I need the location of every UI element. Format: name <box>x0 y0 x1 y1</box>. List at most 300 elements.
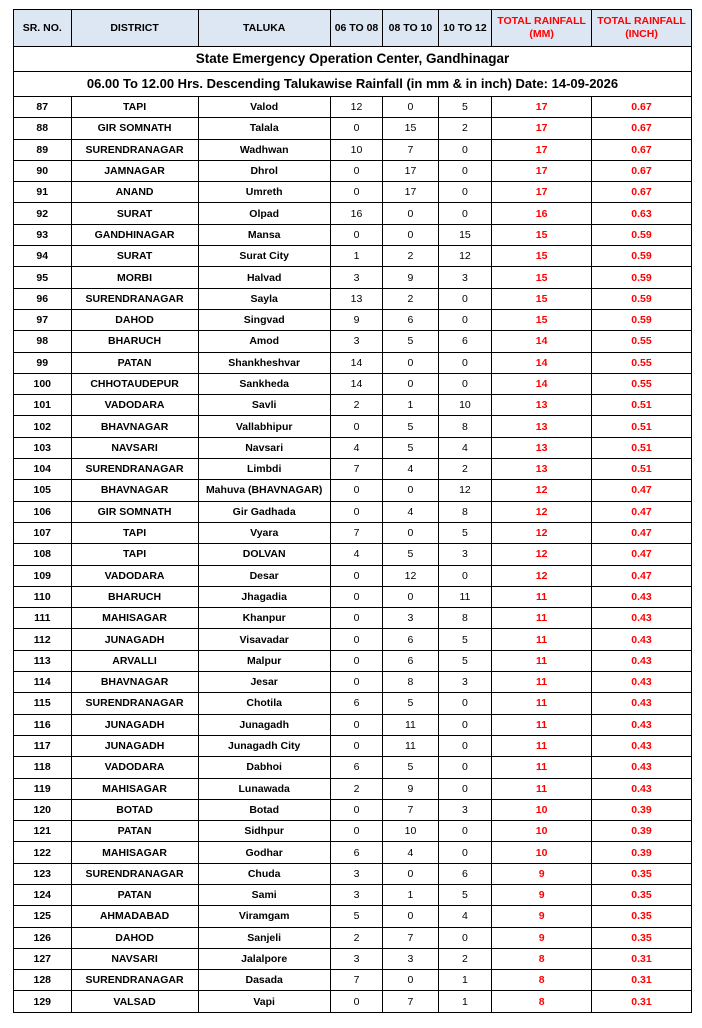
rain-10-12-cell: 0 <box>438 735 491 756</box>
header-sr-no: SR. NO. <box>14 10 72 47</box>
sr-no-cell: 125 <box>14 906 72 927</box>
rain-08-10-cell: 11 <box>383 714 438 735</box>
taluka-cell: Limbdi <box>198 459 330 480</box>
total-inch-cell: 0.39 <box>592 842 692 863</box>
total-mm-cell: 11 <box>492 778 592 799</box>
rain-10-12-cell: 0 <box>438 203 491 224</box>
rain-10-12-cell: 6 <box>438 331 491 352</box>
sr-no-cell: 120 <box>14 799 72 820</box>
rain-08-10-cell: 0 <box>383 352 438 373</box>
total-mm-cell: 9 <box>492 906 592 927</box>
rain-08-10-cell: 9 <box>383 778 438 799</box>
table-body <box>14 97 692 1013</box>
total-inch-cell: 0.67 <box>592 160 692 181</box>
rain-10-12-cell: 2 <box>438 459 491 480</box>
taluka-cell: Talala <box>198 118 330 139</box>
sr-no-cell: 88 <box>14 118 72 139</box>
rain-08-10-cell: 15 <box>383 118 438 139</box>
district-cell: JUNAGADH <box>71 714 198 735</box>
rain-06-08-cell: 0 <box>330 586 382 607</box>
taluka-cell: Sanjeli <box>198 927 330 948</box>
district-cell: PATAN <box>71 352 198 373</box>
total-mm-cell: 10 <box>492 821 592 842</box>
taluka-cell: Mansa <box>198 224 330 245</box>
sr-no-cell: 108 <box>14 544 72 565</box>
taluka-cell: Malpur <box>198 650 330 671</box>
rain-06-08-cell: 0 <box>330 650 382 671</box>
district-cell: GANDHINAGAR <box>71 224 198 245</box>
rain-08-10-cell: 5 <box>383 416 438 437</box>
sr-no-cell: 98 <box>14 331 72 352</box>
table-row <box>14 267 692 288</box>
district-cell: VADODARA <box>71 757 198 778</box>
rain-06-08-cell: 14 <box>330 373 382 394</box>
taluka-cell: Chotila <box>198 693 330 714</box>
rain-06-08-cell: 0 <box>330 182 382 203</box>
rain-10-12-cell: 11 <box>438 586 491 607</box>
rain-10-12-cell: 0 <box>438 778 491 799</box>
rain-08-10-cell: 9 <box>383 267 438 288</box>
total-mm-cell: 11 <box>492 608 592 629</box>
rain-06-08-cell: 16 <box>330 203 382 224</box>
total-mm-cell: 9 <box>492 884 592 905</box>
total-inch-cell: 0.55 <box>592 373 692 394</box>
sr-no-cell: 95 <box>14 267 72 288</box>
table-row <box>14 182 692 203</box>
district-cell: VADODARA <box>71 395 198 416</box>
table-row <box>14 629 692 650</box>
rain-10-12-cell: 8 <box>438 501 491 522</box>
district-cell: CHHOTAUDEPUR <box>71 373 198 394</box>
sr-no-cell: 124 <box>14 884 72 905</box>
taluka-cell: Botad <box>198 799 330 820</box>
rain-10-12-cell: 2 <box>438 118 491 139</box>
rain-08-10-cell: 12 <box>383 565 438 586</box>
sr-no-cell: 90 <box>14 160 72 181</box>
total-inch-cell: 0.47 <box>592 565 692 586</box>
total-mm-cell: 10 <box>492 842 592 863</box>
table-row <box>14 416 692 437</box>
taluka-cell: Desar <box>198 565 330 586</box>
table-row <box>14 331 692 352</box>
total-inch-cell: 0.59 <box>592 309 692 330</box>
report-title: State Emergency Operation Center, Gandhinagar <box>14 47 692 72</box>
rain-08-10-cell: 0 <box>383 480 438 501</box>
district-cell: BHARUCH <box>71 331 198 352</box>
rain-06-08-cell: 0 <box>330 821 382 842</box>
sr-no-cell: 128 <box>14 970 72 991</box>
table-row <box>14 757 692 778</box>
district-cell: DAHOD <box>71 927 198 948</box>
table-row <box>14 608 692 629</box>
total-inch-cell: 0.43 <box>592 629 692 650</box>
rain-08-10-cell: 2 <box>383 246 438 267</box>
total-inch-cell: 0.43 <box>592 608 692 629</box>
rain-06-08-cell: 6 <box>330 693 382 714</box>
table-row <box>14 693 692 714</box>
total-mm-cell: 17 <box>492 97 592 118</box>
rain-08-10-cell: 0 <box>383 224 438 245</box>
header-row <box>14 10 692 47</box>
taluka-cell: Dabhoi <box>198 757 330 778</box>
rain-06-08-cell: 4 <box>330 437 382 458</box>
rain-10-12-cell: 5 <box>438 884 491 905</box>
sr-no-cell: 127 <box>14 948 72 969</box>
total-mm-cell: 17 <box>492 182 592 203</box>
sr-no-cell: 94 <box>14 246 72 267</box>
taluka-cell: Sami <box>198 884 330 905</box>
district-cell: VADODARA <box>71 565 198 586</box>
rain-06-08-cell: 14 <box>330 352 382 373</box>
rain-06-08-cell: 13 <box>330 288 382 309</box>
total-mm-cell: 8 <box>492 991 592 1012</box>
rain-10-12-cell: 0 <box>438 352 491 373</box>
sr-no-cell: 99 <box>14 352 72 373</box>
taluka-cell: Sayla <box>198 288 330 309</box>
rain-10-12-cell: 10 <box>438 395 491 416</box>
sr-no-cell: 104 <box>14 459 72 480</box>
sr-no-cell: 87 <box>14 97 72 118</box>
district-cell: VALSAD <box>71 991 198 1012</box>
total-mm-cell: 12 <box>492 565 592 586</box>
sr-no-cell: 126 <box>14 927 72 948</box>
taluka-cell: Sidhpur <box>198 821 330 842</box>
rain-10-12-cell: 0 <box>438 842 491 863</box>
district-cell: SURENDRANAGAR <box>71 863 198 884</box>
taluka-cell: Khanpur <box>198 608 330 629</box>
rain-06-08-cell: 0 <box>330 714 382 735</box>
district-cell: SURENDRANAGAR <box>71 288 198 309</box>
rain-10-12-cell: 12 <box>438 480 491 501</box>
total-inch-cell: 0.47 <box>592 522 692 543</box>
rain-08-10-cell: 0 <box>383 586 438 607</box>
total-mm-cell: 13 <box>492 395 592 416</box>
total-inch-cell: 0.43 <box>592 586 692 607</box>
rain-08-10-cell: 17 <box>383 182 438 203</box>
rain-08-10-cell: 0 <box>383 522 438 543</box>
total-inch-cell: 0.35 <box>592 863 692 884</box>
rain-06-08-cell: 5 <box>330 906 382 927</box>
total-mm-cell: 8 <box>492 948 592 969</box>
taluka-cell: Singvad <box>198 309 330 330</box>
total-inch-cell: 0.51 <box>592 437 692 458</box>
rain-10-12-cell: 12 <box>438 246 491 267</box>
district-cell: BOTAD <box>71 799 198 820</box>
total-inch-cell: 0.47 <box>592 544 692 565</box>
rain-10-12-cell: 0 <box>438 309 491 330</box>
table-row <box>14 842 692 863</box>
sr-no-cell: 91 <box>14 182 72 203</box>
rain-06-08-cell: 2 <box>330 395 382 416</box>
sr-no-cell: 97 <box>14 309 72 330</box>
total-mm-cell: 14 <box>492 331 592 352</box>
rain-06-08-cell: 2 <box>330 927 382 948</box>
sr-no-cell: 102 <box>14 416 72 437</box>
rain-06-08-cell: 0 <box>330 608 382 629</box>
table-row <box>14 778 692 799</box>
table-row <box>14 352 692 373</box>
district-cell: BHAVNAGAR <box>71 672 198 693</box>
rain-08-10-cell: 1 <box>383 884 438 905</box>
table-row <box>14 586 692 607</box>
rain-08-10-cell: 2 <box>383 288 438 309</box>
rain-08-10-cell: 7 <box>383 991 438 1012</box>
total-mm-cell: 11 <box>492 757 592 778</box>
district-cell: AHMADABAD <box>71 906 198 927</box>
sr-no-cell: 112 <box>14 629 72 650</box>
rain-10-12-cell: 0 <box>438 565 491 586</box>
rain-08-10-cell: 0 <box>383 970 438 991</box>
total-mm-cell: 13 <box>492 416 592 437</box>
total-mm-cell: 16 <box>492 203 592 224</box>
total-mm-cell: 14 <box>492 352 592 373</box>
total-mm-cell: 15 <box>492 309 592 330</box>
sr-no-cell: 121 <box>14 821 72 842</box>
rain-06-08-cell: 0 <box>330 118 382 139</box>
total-mm-cell: 15 <box>492 224 592 245</box>
district-cell: TAPI <box>71 97 198 118</box>
taluka-cell: Junagadh <box>198 714 330 735</box>
district-cell: JUNAGADH <box>71 629 198 650</box>
table-row <box>14 522 692 543</box>
header-10-to-12: 10 TO 12 <box>438 10 491 47</box>
total-inch-cell: 0.59 <box>592 267 692 288</box>
taluka-cell: Vyara <box>198 522 330 543</box>
table-row <box>14 565 692 586</box>
total-mm-cell: 15 <box>492 246 592 267</box>
total-inch-cell: 0.43 <box>592 650 692 671</box>
rain-10-12-cell: 0 <box>438 160 491 181</box>
taluka-cell: Vallabhipur <box>198 416 330 437</box>
rain-10-12-cell: 5 <box>438 629 491 650</box>
rain-06-08-cell: 0 <box>330 991 382 1012</box>
rainfall-report <box>13 9 692 1013</box>
sr-no-cell: 100 <box>14 373 72 394</box>
total-mm-cell: 12 <box>492 501 592 522</box>
total-mm-cell: 12 <box>492 480 592 501</box>
total-inch-cell: 0.47 <box>592 480 692 501</box>
total-mm-cell: 17 <box>492 160 592 181</box>
rain-06-08-cell: 7 <box>330 970 382 991</box>
taluka-cell: Visavadar <box>198 629 330 650</box>
rain-10-12-cell: 8 <box>438 608 491 629</box>
rain-08-10-cell: 6 <box>383 629 438 650</box>
total-inch-cell: 0.55 <box>592 331 692 352</box>
district-cell: DAHOD <box>71 309 198 330</box>
table-row <box>14 160 692 181</box>
rain-08-10-cell: 4 <box>383 842 438 863</box>
table-row <box>14 821 692 842</box>
header-08-to-10: 08 TO 10 <box>383 10 438 47</box>
rain-08-10-cell: 0 <box>383 97 438 118</box>
total-inch-cell: 0.43 <box>592 672 692 693</box>
rain-06-08-cell: 12 <box>330 97 382 118</box>
rainfall-table <box>13 9 692 1013</box>
rain-10-12-cell: 5 <box>438 650 491 671</box>
header-06-to-08: 06 TO 08 <box>330 10 382 47</box>
rain-10-12-cell: 3 <box>438 799 491 820</box>
total-mm-cell: 15 <box>492 267 592 288</box>
sr-no-cell: 115 <box>14 693 72 714</box>
rain-10-12-cell: 15 <box>438 224 491 245</box>
sr-no-cell: 123 <box>14 863 72 884</box>
rain-08-10-cell: 7 <box>383 139 438 160</box>
taluka-cell: Mahuva (BHAVNAGAR) <box>198 480 330 501</box>
sr-no-cell: 105 <box>14 480 72 501</box>
rain-06-08-cell: 0 <box>330 799 382 820</box>
taluka-cell: Vapi <box>198 991 330 1012</box>
sr-no-cell: 113 <box>14 650 72 671</box>
total-inch-cell: 0.35 <box>592 927 692 948</box>
rain-10-12-cell: 0 <box>438 714 491 735</box>
district-cell: TAPI <box>71 544 198 565</box>
rain-06-08-cell: 3 <box>330 331 382 352</box>
total-inch-cell: 0.67 <box>592 139 692 160</box>
total-inch-cell: 0.31 <box>592 970 692 991</box>
rain-08-10-cell: 0 <box>383 906 438 927</box>
table-row <box>14 459 692 480</box>
rain-10-12-cell: 0 <box>438 821 491 842</box>
total-mm-cell: 17 <box>492 139 592 160</box>
table-row <box>14 799 692 820</box>
total-mm-cell: 11 <box>492 714 592 735</box>
table-row <box>14 884 692 905</box>
rain-10-12-cell: 0 <box>438 927 491 948</box>
sr-no-cell: 116 <box>14 714 72 735</box>
rain-08-10-cell: 10 <box>383 821 438 842</box>
rain-10-12-cell: 1 <box>438 970 491 991</box>
district-cell: MORBI <box>71 267 198 288</box>
rain-06-08-cell: 0 <box>330 735 382 756</box>
rain-06-08-cell: 10 <box>330 139 382 160</box>
table-row <box>14 906 692 927</box>
table-row <box>14 203 692 224</box>
sr-no-cell: 111 <box>14 608 72 629</box>
taluka-cell: Navsari <box>198 437 330 458</box>
total-inch-cell: 0.35 <box>592 884 692 905</box>
sr-no-cell: 96 <box>14 288 72 309</box>
total-mm-cell: 8 <box>492 970 592 991</box>
rain-06-08-cell: 4 <box>330 544 382 565</box>
sr-no-cell: 107 <box>14 522 72 543</box>
district-cell: NAVSARI <box>71 948 198 969</box>
rain-06-08-cell: 2 <box>330 778 382 799</box>
table-row <box>14 118 692 139</box>
rain-10-12-cell: 4 <box>438 437 491 458</box>
table-row <box>14 309 692 330</box>
district-cell: MAHISAGAR <box>71 608 198 629</box>
rain-08-10-cell: 1 <box>383 395 438 416</box>
district-cell: JUNAGADH <box>71 735 198 756</box>
district-cell: SURENDRANAGAR <box>71 459 198 480</box>
district-cell: TAPI <box>71 522 198 543</box>
rain-10-12-cell: 0 <box>438 139 491 160</box>
rain-08-10-cell: 5 <box>383 693 438 714</box>
total-inch-cell: 0.31 <box>592 991 692 1012</box>
total-inch-cell: 0.67 <box>592 182 692 203</box>
rain-08-10-cell: 17 <box>383 160 438 181</box>
table-row <box>14 927 692 948</box>
sr-no-cell: 89 <box>14 139 72 160</box>
total-inch-cell: 0.59 <box>592 246 692 267</box>
table-row <box>14 544 692 565</box>
taluka-cell: Godhar <box>198 842 330 863</box>
district-cell: GIR SOMNATH <box>71 501 198 522</box>
taluka-cell: Junagadh City <box>198 735 330 756</box>
taluka-cell: Valod <box>198 97 330 118</box>
total-mm-cell: 13 <box>492 459 592 480</box>
total-inch-cell: 0.43 <box>592 778 692 799</box>
table-row <box>14 224 692 245</box>
sr-no-cell: 92 <box>14 203 72 224</box>
rain-10-12-cell: 3 <box>438 672 491 693</box>
total-inch-cell: 0.39 <box>592 799 692 820</box>
rain-08-10-cell: 6 <box>383 650 438 671</box>
rain-06-08-cell: 0 <box>330 565 382 586</box>
district-cell: SURENDRANAGAR <box>71 139 198 160</box>
table-row <box>14 970 692 991</box>
rain-10-12-cell: 5 <box>438 522 491 543</box>
district-cell: BHARUCH <box>71 586 198 607</box>
table-row <box>14 97 692 118</box>
table-row <box>14 501 692 522</box>
district-cell: BHAVNAGAR <box>71 480 198 501</box>
taluka-cell: Shankheshvar <box>198 352 330 373</box>
taluka-cell: Halvad <box>198 267 330 288</box>
rain-06-08-cell: 3 <box>330 948 382 969</box>
total-mm-cell: 11 <box>492 629 592 650</box>
district-cell: GIR SOMNATH <box>71 118 198 139</box>
rain-08-10-cell: 8 <box>383 672 438 693</box>
district-cell: MAHISAGAR <box>71 778 198 799</box>
rain-08-10-cell: 5 <box>383 437 438 458</box>
total-mm-cell: 12 <box>492 544 592 565</box>
rain-06-08-cell: 0 <box>330 501 382 522</box>
rain-06-08-cell: 0 <box>330 224 382 245</box>
total-inch-cell: 0.59 <box>592 288 692 309</box>
table-row <box>14 672 692 693</box>
taluka-cell: Sankheda <box>198 373 330 394</box>
district-cell: SURENDRANAGAR <box>71 970 198 991</box>
rain-06-08-cell: 0 <box>330 629 382 650</box>
rain-08-10-cell: 6 <box>383 309 438 330</box>
rain-08-10-cell: 7 <box>383 927 438 948</box>
rain-10-12-cell: 0 <box>438 373 491 394</box>
rain-10-12-cell: 2 <box>438 948 491 969</box>
rain-06-08-cell: 3 <box>330 863 382 884</box>
total-mm-cell: 15 <box>492 288 592 309</box>
taluka-cell: Lunawada <box>198 778 330 799</box>
rain-08-10-cell: 5 <box>383 757 438 778</box>
rain-08-10-cell: 0 <box>383 203 438 224</box>
rain-06-08-cell: 1 <box>330 246 382 267</box>
header-district: DISTRICT <box>71 10 198 47</box>
table-row <box>14 373 692 394</box>
rain-06-08-cell: 3 <box>330 884 382 905</box>
rain-08-10-cell: 3 <box>383 608 438 629</box>
taluka-cell: Surat City <box>198 246 330 267</box>
taluka-cell: Viramgam <box>198 906 330 927</box>
table-row <box>14 395 692 416</box>
table-row <box>14 480 692 501</box>
total-inch-cell: 0.39 <box>592 821 692 842</box>
total-mm-cell: 10 <box>492 799 592 820</box>
header-total-inch: TOTAL RAINFALL (INCH) <box>592 10 692 47</box>
rain-06-08-cell: 0 <box>330 480 382 501</box>
table-row <box>14 948 692 969</box>
rain-06-08-cell: 7 <box>330 522 382 543</box>
taluka-cell: Savli <box>198 395 330 416</box>
